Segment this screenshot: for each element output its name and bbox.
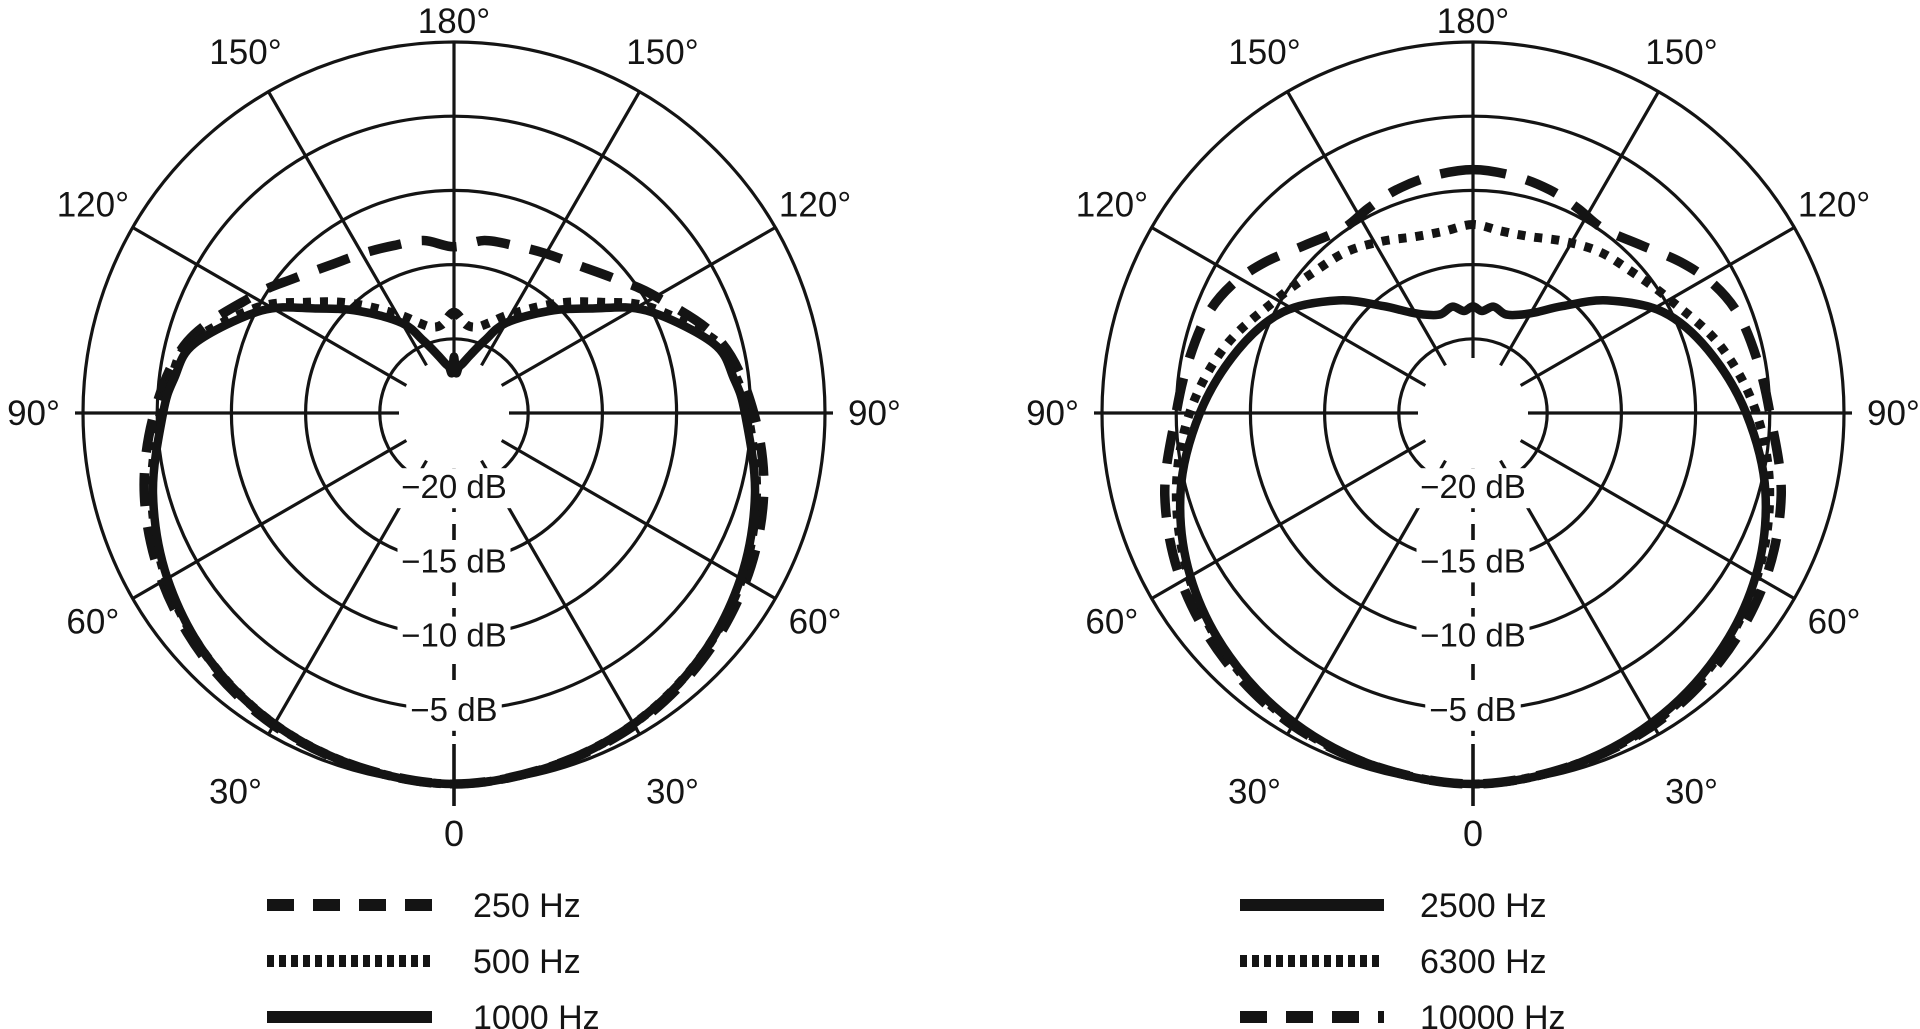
db-tick-label: −5 dB (1429, 690, 1517, 728)
angle-label-180: 180° (417, 2, 491, 41)
angle-label-60: 60° (788, 602, 842, 642)
angle-label-30: 30° (209, 772, 262, 812)
db-tick-label: −10 dB (1420, 616, 1526, 654)
legend-label: 2500 Hz (1420, 887, 1547, 925)
db-tick-label: −5 dB (410, 690, 498, 728)
angle-label-150: 150° (209, 32, 282, 72)
legend-label: 500 Hz (473, 943, 581, 981)
angle-label-30: 30° (1228, 772, 1281, 812)
angle-label-90-right: 90° (848, 394, 901, 433)
grid-ring (1399, 339, 1547, 487)
polar-chart-left (7, 2, 901, 1029)
grid-spoke (502, 441, 776, 599)
angle-label-90-right: 90° (1867, 394, 1920, 433)
grid-spoke (133, 441, 407, 599)
angle-label-120: 120° (1075, 185, 1149, 225)
polar-chart-right (1026, 2, 1920, 1029)
angle-label-90-left: 90° (1026, 394, 1079, 433)
angle-label-30: 30° (646, 772, 699, 812)
angle-label-60: 60° (1085, 602, 1139, 642)
db-tick-label: −20 dB (401, 468, 507, 506)
angle-label-90-left: 90° (7, 394, 60, 433)
angle-label-150: 150° (626, 32, 699, 72)
legend-label: 250 Hz (473, 887, 581, 925)
db-tick-label: −15 dB (401, 542, 507, 580)
legend-label: 6300 Hz (1420, 943, 1547, 981)
angle-label-120: 120° (1797, 185, 1871, 225)
legend-label: 1000 Hz (473, 999, 600, 1029)
angle-label-0: 0 (443, 813, 465, 854)
angle-label-30: 30° (1665, 772, 1718, 812)
legend-label: 10000 Hz (1420, 999, 1566, 1029)
db-tick-label: −10 dB (401, 616, 507, 654)
angle-label-120: 120° (778, 185, 852, 225)
angle-label-150: 150° (1645, 32, 1718, 72)
angle-label-180: 180° (1436, 2, 1510, 41)
angle-label-60: 60° (1807, 602, 1861, 642)
grid-spoke (1501, 92, 1659, 366)
angle-label-60: 60° (66, 602, 120, 642)
angle-label-0: 0 (1462, 813, 1484, 854)
legend-right (1240, 887, 1566, 1029)
angle-label-150: 150° (1228, 32, 1301, 72)
legend-left (267, 887, 600, 1029)
db-tick-label: −15 dB (1420, 542, 1526, 580)
grid-spoke (1288, 92, 1446, 366)
angle-label-120: 120° (56, 185, 130, 225)
db-tick-label: −20 dB (1420, 468, 1526, 506)
